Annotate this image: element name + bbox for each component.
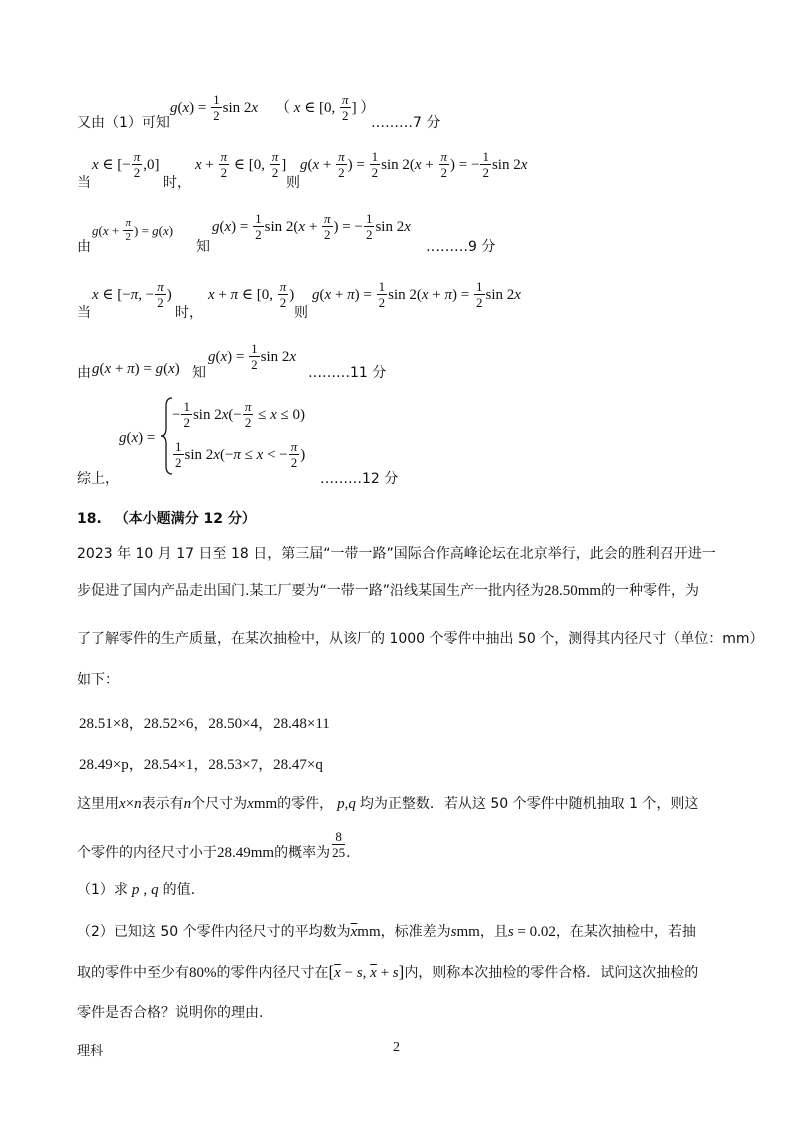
- q18-p2-diameter: 28.50mm: [543, 583, 602, 599]
- line5-you: 由: [77, 365, 91, 381]
- line3-zhi: 知: [196, 239, 210, 255]
- line3-points: ………9 分: [426, 239, 496, 255]
- footer-page-number: 2: [393, 1040, 400, 1055]
- q18-paragraph-2: [77, 582, 727, 600]
- line6-points: ………12 分: [320, 471, 399, 487]
- q18-paragraph-1: 2023 年 10 月 17 日至 18 日，第三届“一带一路”国际合作高峰论坛在北京举行，此会的胜利召开进一: [77, 546, 716, 562]
- formula-g-definition: g(x) = $\frac{1}{2}$ sin 2x: [170, 92, 259, 123]
- q18-paragraph-4: 如下：: [77, 672, 119, 688]
- formula-periodic-5: g(x + π) = g(x): [92, 361, 180, 377]
- formula-piecewise-lhs: g(x) =: [119, 430, 156, 446]
- line2-shi: 时，: [163, 175, 191, 191]
- question-header: （本小题满分 12 分）: [114, 511, 256, 527]
- formula-interval-4: x ∈ [−π, − $\frac{\pi}{2}$ ): [92, 279, 172, 310]
- probability-fraction: $\frac{8}{25}$: [332, 829, 346, 860]
- inline-math-x-times-n: x: [119, 796, 126, 812]
- line4-ze: 则: [294, 305, 308, 321]
- line1-points: ………7 分: [371, 115, 441, 131]
- formula-g-result-5: g(x) = $\frac{1}{2}$ sin 2x: [208, 341, 297, 372]
- question-18-title: [77, 508, 256, 528]
- line1-prefix: 又由（1）可知: [77, 115, 170, 131]
- q18-paragraph-5: 这里用x×n表示有n个尺寸为xmm的零件， p,q 均为正整数．若从这 50 个零件中随机抽取 1 个，则这: [77, 796, 699, 812]
- question-number: 18.: [77, 511, 102, 527]
- footer-subject: 理科: [77, 1044, 104, 1059]
- q18-paragraph-3: 了了解零件的生产质量，在某次抽检中，从该厂的 1000 个零件中抽出 50 个，测得其内径尺寸（单位：mm）: [77, 631, 764, 647]
- formula-periodic-3: g(x + $\frac{\pi}{2}$ ) = g(x): [92, 217, 174, 243]
- q18-subquestion-2-line-3: 零件是否合格？说明你的理由.: [77, 1005, 264, 1021]
- formula-g-shift-2: g(x + $\frac{\pi}{2}$ ) = $\frac{1}{2}$ sin 2(x + $\frac{\pi}{2}$ ) = − $\frac{1}{2}$ sin 2x: [300, 149, 528, 180]
- q18-p2-text-a: 步促进了国内产品走出国门.某工厂要为“一带一路”沿线某国生产一批内径为: [77, 583, 544, 599]
- formula-piecewise-case-2: $\frac{1}{2}$ sin 2x(−π ≤ x < − $\frac{\pi}{2}$ ): [175, 439, 306, 470]
- formula-shift-4: x + π ∈ [0, $\frac{\pi}{2}$ ): [208, 279, 295, 310]
- formula-domain-1: （ x ∈ [0, $\frac{\pi}{2}$ ] ）: [275, 92, 376, 123]
- q18-subquestion-1: （1）求 p , q 的值.: [77, 882, 196, 898]
- line5-zhi: 知: [192, 365, 206, 381]
- formula-shift-2: x + $\frac{\pi}{2}$ ∈ [0, $\frac{\pi}{2}$ ]: [195, 149, 287, 180]
- q18-p2-text-c: 的一种零件，为: [601, 583, 700, 599]
- line5-points: ………11 分: [308, 365, 387, 381]
- line3-you: 由: [77, 239, 91, 255]
- line2-ze: 则: [286, 175, 300, 191]
- line2-when: 当: [77, 175, 91, 191]
- q18-paragraph-6: 个零件的内径尺寸小于28.49mm的概率为 $\frac{8}{25}$ ．: [77, 829, 361, 861]
- formula-g-result-3: g(x) = $\frac{1}{2}$ sin 2(x + $\frac{\pi}{2}$ ) = − $\frac{1}{2}$ sin 2x: [212, 211, 411, 242]
- q18-subquestion-2-line-2: 取的零件中至少有80%的零件内径尺寸在[$\overline{x} - s$, $\overline{x} + s$]内，则称本次抽检的零件合格．试问这次抽检的: [77, 962, 699, 981]
- formula-piecewise-case-1: − $\frac{1}{2}$ sin 2x(− $\frac{\pi}{2}$ ≤ x ≤ 0): [172, 399, 306, 430]
- formula-interval-2: x ∈ [− $\frac{\pi}{2}$ ,0]: [92, 149, 160, 180]
- line4-shi: 时，: [175, 305, 203, 321]
- q18-data-row-1: 28.51×8，28.52×6，28.50×4，28.48×11: [79, 716, 330, 732]
- line4-when: 当: [77, 305, 91, 321]
- formula-g-shift-4: g(x + π) = $\frac{1}{2}$ sin 2(x + π) = $\frac{1}{2}$ sin 2x: [312, 279, 521, 310]
- q18-subquestion-2-line-1: （2）已知这 50 个零件内径尺寸的平均数为$\overline{x}mm$，标准差为smm，且s = 0.02，在某次抽检中，若抽: [77, 924, 696, 940]
- q18-data-row-2: 28.49×p，28.54×1，28.53×7，28.47×q: [79, 757, 323, 773]
- line6-prefix: 综上，: [77, 471, 119, 487]
